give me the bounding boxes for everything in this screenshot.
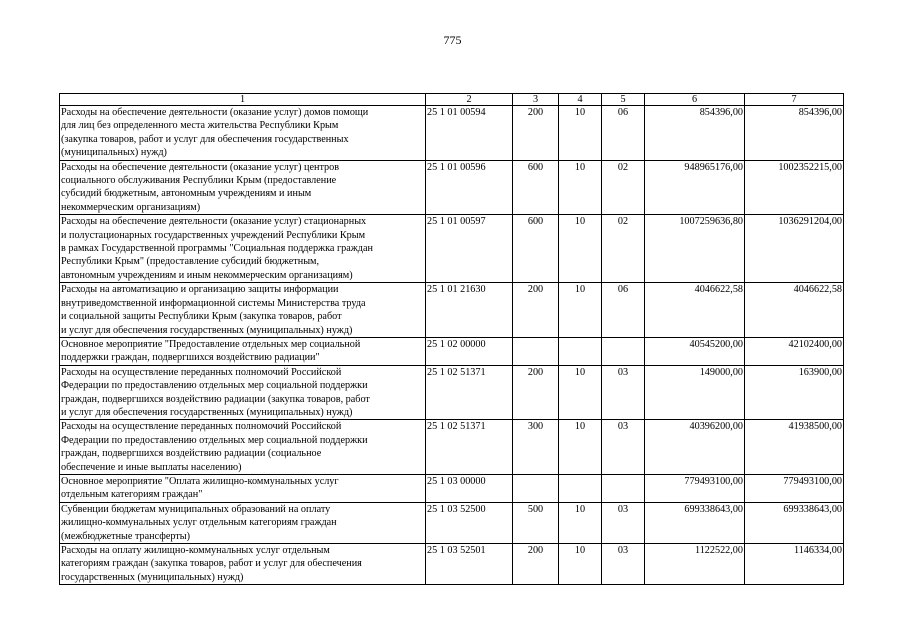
section-cell: 10 [559, 215, 602, 283]
description-line: Расходы на осуществление переданных полномочий Российской [61, 366, 342, 378]
table-row [60, 283, 844, 338]
expense-description-cell [60, 544, 426, 585]
description-line: (межбюджетные трансферты) [61, 530, 191, 542]
amount-year-1-cell: 149000,00 [645, 365, 745, 420]
description-line: и социальной защиты Республики Крым (закупка товаров, работ [61, 311, 342, 323]
budget-code-cell: 25 1 02 51371 [426, 420, 513, 475]
budget-code-cell: 25 1 01 21630 [426, 283, 513, 338]
subsection-cell: 03 [602, 365, 645, 420]
description-line: Расходы на обеспечение деятельности (оказание услуг) домов помощи [61, 107, 369, 118]
amount-year-1-cell: 40545200,00 [645, 337, 745, 365]
amount-year-1-cell: 779493100,00 [645, 474, 745, 502]
table-header-row [60, 94, 844, 106]
description-line: Республики Крым" (предоставление субсидий бюджетным, [61, 256, 320, 268]
header-cell: 7 [745, 94, 844, 106]
expense-type-cell: 600 [513, 160, 559, 215]
description-line: в рамках Государственной программы "Социальная поддержка граждан [61, 243, 373, 255]
description-line: граждан, подвергшихся воздействию радиации (закупка товаров, работ [61, 393, 370, 405]
description-line: жилищно-коммунальных услуг отдельным категориям граждан [61, 517, 337, 529]
description-line: Основное мероприятие "Предоставление отдельных мер социальной [61, 338, 361, 350]
budget-code-cell: 25 1 03 52501 [426, 544, 513, 585]
description-line: обеспечение и иные выплаты населению) [61, 461, 242, 473]
subsection-cell [602, 474, 645, 502]
expense-type-cell: 500 [513, 502, 559, 543]
amount-year-2-cell: 854396,00 [745, 106, 844, 161]
header-cell: 2 [426, 94, 513, 106]
expense-description-cell [60, 106, 426, 161]
table-row [60, 337, 844, 365]
subsection-cell: 06 [602, 283, 645, 338]
expense-type-cell: 600 [513, 215, 559, 283]
subsection-cell: 03 [602, 502, 645, 543]
expense-description-cell [60, 215, 426, 283]
header-cell: 6 [645, 94, 745, 106]
expense-description-cell [60, 502, 426, 543]
budget-code-cell: 25 1 03 00000 [426, 474, 513, 502]
expense-description-cell [60, 365, 426, 420]
description-line: социального обслуживания Республики Крым (предоставление [61, 175, 337, 187]
description-line: поддержки граждан, подвергшихся воздействию радиации" [61, 352, 320, 364]
description-line: государственных (муниципальных) нужд) [61, 571, 244, 583]
header-cell: 4 [559, 94, 602, 106]
section-cell: 10 [559, 365, 602, 420]
subsection-cell: 02 [602, 215, 645, 283]
amount-year-2-cell: 1146334,00 [745, 544, 844, 585]
table-row [60, 502, 844, 543]
amount-year-1-cell: 40396200,00 [645, 420, 745, 475]
description-line: Расходы на оплату жилищно-коммунальных услуг отдельным [61, 545, 330, 556]
description-line: некоммерческим организациям) [61, 201, 201, 213]
amount-year-2-cell: 779493100,00 [745, 474, 844, 502]
amount-year-2-cell: 1036291204,00 [745, 215, 844, 283]
description-line: и услуг для обеспечения государственных (муниципальных) нужд) [61, 324, 353, 336]
table-row [60, 365, 844, 420]
description-line: автономным учреждениям и иным некоммерческим организациям) [61, 269, 353, 281]
section-cell: 10 [559, 160, 602, 215]
description-line: и услуг для обеспечения государственных (муниципальных) нужд) [61, 406, 353, 418]
header-cell: 3 [513, 94, 559, 106]
amount-year-1-cell: 1007259636,80 [645, 215, 745, 283]
budget-code-cell: 25 1 01 00594 [426, 106, 513, 161]
section-cell [559, 337, 602, 365]
subsection-cell [602, 337, 645, 365]
budget-code-cell: 25 1 01 00596 [426, 160, 513, 215]
section-cell: 10 [559, 420, 602, 475]
description-line: Федерации по предоставлению отдельных мер социальной поддержки [61, 434, 368, 446]
expense-description-cell [60, 474, 426, 502]
description-line: отдельным категориям граждан" [61, 489, 203, 501]
header-cell: 1 [60, 94, 426, 106]
budget-code-cell: 25 1 01 00597 [426, 215, 513, 283]
description-line: Основное мероприятие "Оплата жилищно-коммунальных услуг [61, 475, 339, 487]
table-row [60, 420, 844, 475]
expense-type-cell: 200 [513, 106, 559, 161]
expense-description-cell [60, 420, 426, 475]
budget-code-cell: 25 1 02 51371 [426, 365, 513, 420]
description-line: Расходы на автоматизацию и организацию защиты информации [61, 284, 339, 296]
description-line: субсидий бюджетным, автономным учреждениям и иным [61, 188, 312, 200]
budget-code-cell: 25 1 03 52500 [426, 502, 513, 543]
amount-year-2-cell: 163900,00 [745, 365, 844, 420]
expense-description-cell [60, 160, 426, 215]
expense-description-cell [60, 337, 426, 365]
description-line: граждан, подвергшихся воздействию радиации (социальное [61, 448, 322, 460]
amount-year-1-cell: 699338643,00 [645, 502, 745, 543]
amount-year-1-cell: 1122522,00 [645, 544, 745, 585]
description-line: (муниципальных) нужд) [61, 147, 167, 159]
subsection-cell: 03 [602, 420, 645, 475]
table-row [60, 474, 844, 502]
expense-type-cell: 200 [513, 544, 559, 585]
page-number: 775 [443, 33, 462, 47]
table-row [60, 544, 844, 585]
description-line: и полустационарных государственных учреждений Республики Крым [61, 229, 366, 241]
description-line: Субвенции бюджетам муниципальных образований на оплату [61, 503, 331, 515]
expense-type-cell [513, 337, 559, 365]
table-row [60, 160, 844, 215]
subsection-cell: 06 [602, 106, 645, 161]
section-cell: 10 [559, 106, 602, 161]
subsection-cell: 03 [602, 544, 645, 585]
expense-type-cell [513, 474, 559, 502]
expense-type-cell: 200 [513, 365, 559, 420]
expense-description-cell [60, 283, 426, 338]
subsection-cell: 02 [602, 160, 645, 215]
description-line: (закупка товаров, работ и услуг для обеспечения государственных [61, 133, 349, 145]
amount-year-1-cell: 948965176,00 [645, 160, 745, 215]
budget-code-cell: 25 1 02 00000 [426, 337, 513, 365]
amount-year-2-cell: 4046622,58 [745, 283, 844, 338]
section-cell: 10 [559, 544, 602, 585]
description-line: Расходы на обеспечение деятельности (оказание услуг) центров [61, 161, 340, 173]
amount-year-2-cell: 42102400,00 [745, 337, 844, 365]
section-cell: 10 [559, 283, 602, 338]
amount-year-1-cell: 4046622,58 [645, 283, 745, 338]
amount-year-2-cell: 1002352215,00 [745, 160, 844, 215]
expense-type-cell: 300 [513, 420, 559, 475]
amount-year-2-cell: 699338643,00 [745, 502, 844, 543]
table-row [60, 215, 844, 283]
expense-type-cell: 200 [513, 283, 559, 338]
table-row [60, 106, 844, 161]
section-cell: 10 [559, 502, 602, 543]
budget-table [59, 93, 844, 585]
description-line: внутриведомственной информационной системы Министерства труда [61, 297, 366, 309]
description-line: для лиц без определенного места жительства Республики Крым [61, 120, 339, 132]
amount-year-1-cell: 854396,00 [645, 106, 745, 161]
description-line: Расходы на обеспечение деятельности (оказание услуг) стационарных [61, 216, 367, 228]
header-cell: 5 [602, 94, 645, 106]
amount-year-2-cell: 41938500,00 [745, 420, 844, 475]
description-line: Федерации по предоставлению отдельных мер социальной поддержки [61, 380, 368, 392]
description-line: категориям граждан (закупка товаров, работ и услуг для обеспечения [61, 558, 362, 570]
section-cell [559, 474, 602, 502]
description-line: Расходы на осуществление переданных полномочий Российской [61, 421, 342, 433]
